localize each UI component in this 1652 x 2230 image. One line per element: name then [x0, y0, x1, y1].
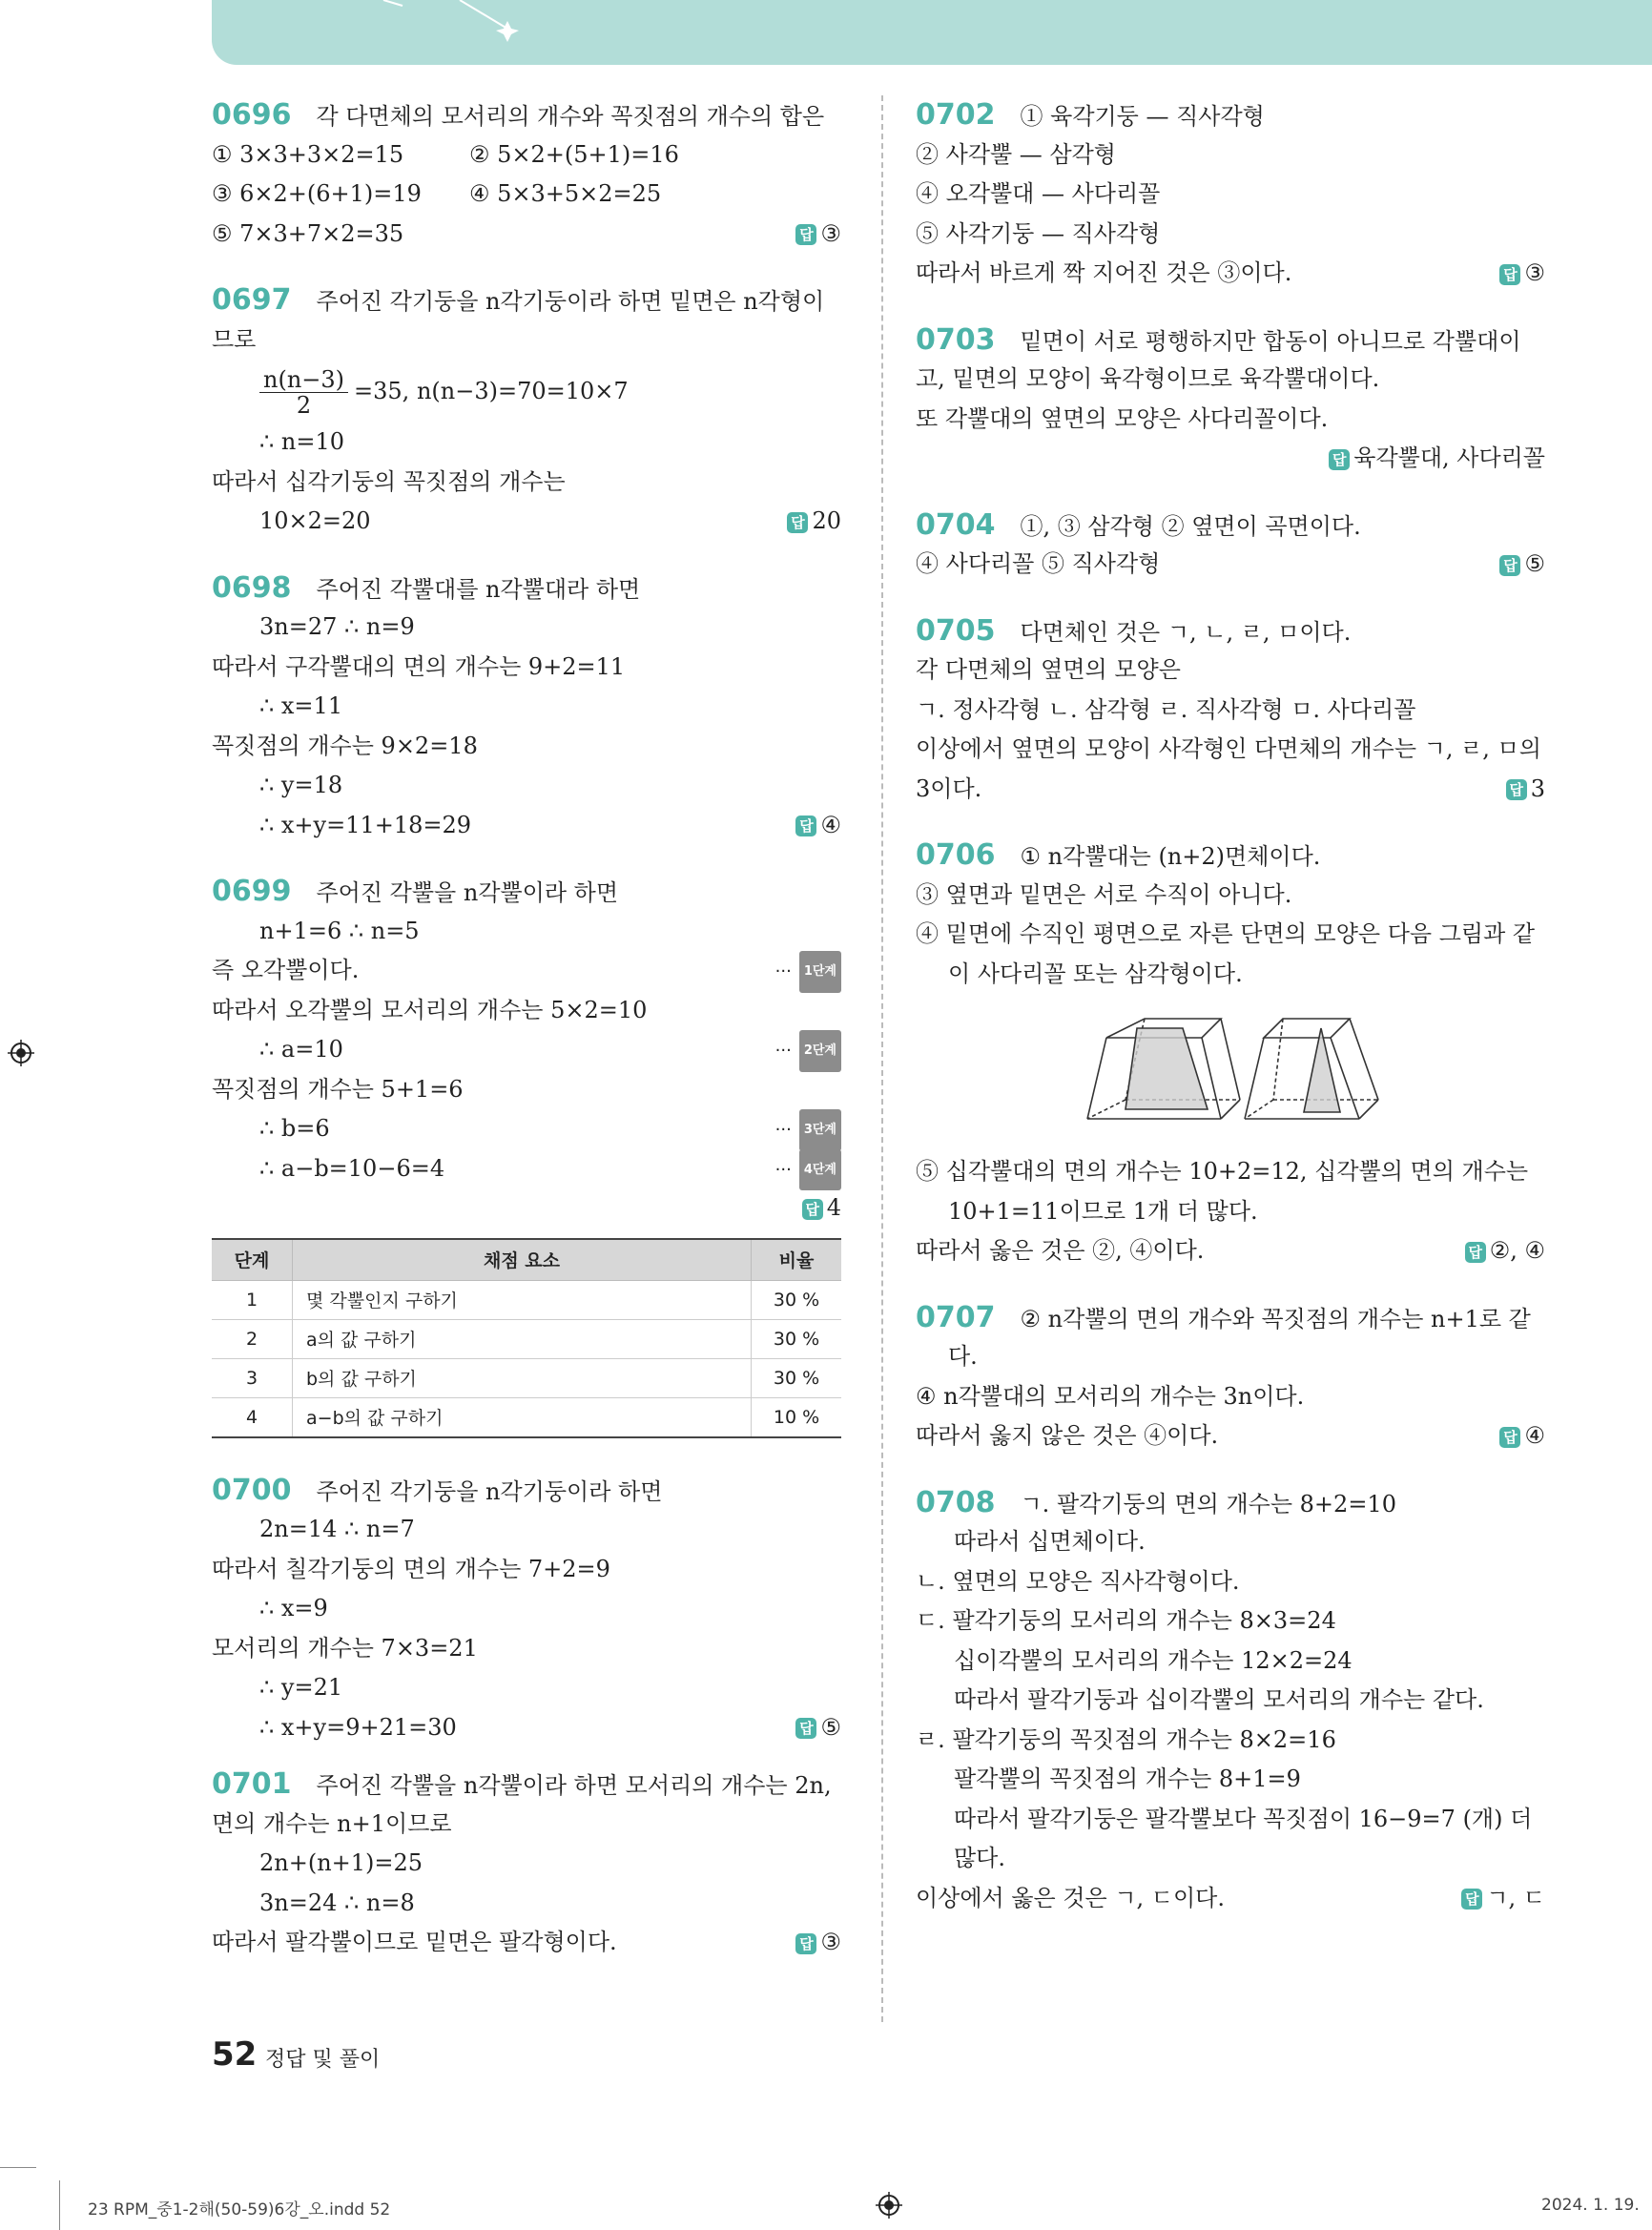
answer-value: ②, ④ [1489, 1237, 1545, 1264]
problem-0701 [212, 1765, 841, 1963]
problem-0706 [916, 836, 1545, 1271]
table-row [212, 1319, 841, 1358]
problem-number: 0699 [212, 875, 292, 908]
answer [1461, 1879, 1545, 1919]
table-cell: a의 값 구하기 [293, 1319, 752, 1358]
fraction-line [212, 360, 841, 423]
problem-0704 [916, 506, 1545, 585]
text-line: ① n각뿔대는 (n+2)면체이다. [1020, 843, 1321, 870]
answer-icon: 답 [802, 1199, 823, 1220]
table-header: 비율 [752, 1239, 842, 1281]
text-line: 따라서 오각뿔의 모서리의 개수는 5×2=10 [212, 996, 648, 1023]
table-cell: 30 % [752, 1319, 842, 1358]
dots: ··· [774, 960, 792, 981]
answer-value: 육각뿔대, 사다리꼴 [1353, 444, 1545, 471]
problem-number: 0700 [212, 1473, 292, 1507]
text-line: 주어진 각뿔을 n각뿔이라 하면 모서리의 개수는 2n, [316, 1772, 832, 1799]
answer-value: ③ [820, 1929, 841, 1955]
answer [795, 1708, 841, 1748]
text-line: 따라서 십면체이다. [954, 1528, 1146, 1555]
step-badge: 3단계 [799, 1109, 841, 1151]
step-badge: 4단계 [799, 1149, 841, 1191]
text-line: ⑤ 사각기둥 — 직사각형 [916, 219, 1161, 247]
table-row [212, 1397, 841, 1437]
problem-number: 0698 [212, 570, 292, 605]
text-line: 2n=14 ∴ n=7 [259, 1516, 415, 1542]
text-line: ㄷ. 팔각기둥의 모서리의 개수는 8×3=24 [916, 1607, 1336, 1634]
text-line: 따라서 팔각기둥은 팔각뿔보다 꼭짓점이 16−9=7 (개) 더 [954, 1805, 1533, 1832]
text-line: 다. [948, 1343, 978, 1370]
text-line: ∴ n=10 [259, 428, 345, 455]
text-line: 또 각뿔대의 옆면의 모양은 사다리꼴이다. [916, 404, 1329, 432]
table-header: 채점 요소 [293, 1239, 752, 1281]
text-line: 많다. [954, 1845, 1005, 1871]
text-line: 10+1=11이므로 1개 더 많다. [948, 1197, 1258, 1225]
answer-icon: 답 [1499, 555, 1520, 576]
text-line: ∴ x=9 [259, 1595, 328, 1621]
problem-number: 0708 [916, 1485, 996, 1519]
text-line: 주어진 각뿔대를 n각뿔대라 하면 [316, 575, 641, 603]
table-cell: 1 [212, 1280, 293, 1319]
text-line: 따라서 바르게 짝 지어진 것은 ③이다. [916, 259, 1292, 286]
scoring-table [212, 1238, 841, 1438]
text-line: =35, n(n−3)=70=10×7 [354, 378, 629, 404]
text-line: ㄴ. 옆면의 모양은 직사각형이다. [916, 1567, 1240, 1595]
answer-icon: 답 [1329, 449, 1350, 470]
dots: ··· [774, 1119, 792, 1140]
footer-file-name: 23 RPM_중1-2해(50-59)6강_오.indd 52 [88, 2200, 391, 2220]
text-line: 면의 개수는 n+1이므로 [212, 1809, 452, 1837]
dots: ··· [774, 1159, 792, 1180]
step-label [775, 1030, 841, 1072]
dots: ··· [774, 1040, 792, 1061]
text-line: ∴ b=6 [259, 1115, 330, 1142]
table-header: 단계 [212, 1239, 293, 1281]
table-cell: b의 값 구하기 [293, 1358, 752, 1397]
table-row [212, 1280, 841, 1319]
step-label [775, 1109, 841, 1151]
text-line: ① 육각기둥 — 직사각형 [1020, 103, 1265, 130]
problem-0705 [916, 611, 1545, 810]
problem-0700 [212, 1471, 841, 1748]
text-line: ⑤ 7×3+7×2=35 [212, 219, 404, 247]
answer-icon: 답 [795, 816, 816, 836]
answer-value: ④ [820, 811, 841, 838]
step-label [775, 1149, 841, 1191]
text-line: 팔각뿔의 꼭짓점의 개수는 8+1=9 [954, 1765, 1301, 1792]
text-line: 따라서 팔각뿔이므로 밑면은 팔각형이다. [212, 1929, 617, 1955]
text-line: 므로 [212, 325, 257, 353]
answer [1499, 1416, 1545, 1456]
answer [795, 806, 841, 846]
answer-icon: 답 [795, 1933, 816, 1954]
answer [787, 502, 841, 542]
answer-icon: 답 [1506, 779, 1527, 800]
text-line: 각 다면체의 옆면의 모양은 [916, 656, 1181, 683]
footer-date: 2024. 1. 19. [1541, 2196, 1640, 2215]
text-line: 주어진 각기둥을 n각기둥이라 하면 밑면은 n각형이 [316, 288, 825, 315]
text-line: 다면체인 것은 ㄱ, ㄴ, ㄹ, ㅁ이다. [1020, 618, 1352, 646]
fraction-denominator: 2 [296, 392, 312, 419]
answer-icon: 답 [795, 1718, 816, 1739]
column-divider [881, 95, 883, 2022]
table-row [212, 1358, 841, 1397]
answer-value: ⑤ [820, 1713, 841, 1741]
problem-0698 [212, 568, 841, 846]
text-line: 즉 오각뿔이다. [212, 957, 360, 983]
frustum-figures [916, 1000, 1545, 1143]
text-line: ① 3×3+3×2=15 [212, 140, 404, 168]
text-line: ㄱ. 팔각기둥의 면의 개수는 8+2=10 [1020, 1490, 1396, 1518]
text-line: ④ n각뿔대의 모서리의 개수는 3n이다. [916, 1382, 1305, 1410]
right-column [916, 95, 1545, 1918]
fraction-numerator: n(n−3) [259, 367, 348, 393]
text-line: ④ 오각뿔대 — 사다리꼴 [916, 180, 1161, 207]
problem-number: 0702 [916, 98, 996, 132]
answer [802, 1188, 841, 1229]
text-line: 밑면이 서로 평행하지만 합동이 아니므로 각뿔대이 [1020, 327, 1521, 355]
text-line: ② n각뿔의 면의 개수와 꼭짓점의 개수는 n+1로 같 [1020, 1305, 1531, 1332]
problem-number: 0701 [212, 1767, 292, 1801]
text-line: ∴ y=21 [259, 1674, 343, 1701]
answer-value: ㄱ, ㄷ [1486, 1884, 1545, 1911]
text-line: ∴ x+y=9+21=30 [259, 1713, 457, 1741]
text-line: ①, ③ 삼각형 ② 옆면이 곡면이다. [1020, 512, 1361, 540]
answer [795, 1923, 841, 1963]
left-column [212, 95, 841, 1963]
text-line: ② 5×2+(5+1)=16 [469, 140, 679, 168]
text-line: 따라서 팔각기둥과 십이각뿔의 모서리의 개수는 같다. [954, 1686, 1484, 1713]
text-line: ④ 밑면에 수직인 평면으로 자른 단면의 모양은 다음 그림과 같 [916, 920, 1536, 947]
answer-value: 3 [1530, 774, 1545, 802]
answer-value: 20 [812, 507, 841, 534]
text-line: 따라서 옳은 것은 ②, ④이다. [916, 1237, 1205, 1264]
text-line: ③ 옆면과 밑면은 서로 수직이 아니다. [916, 880, 1292, 908]
answer-icon: 답 [1465, 1242, 1486, 1263]
registration-mark-icon [876, 2192, 902, 2219]
answer-value: ③ [1524, 259, 1545, 286]
problem-0708 [916, 1483, 1545, 1919]
text-line: 주어진 각뿔을 n각뿔이라 하면 [316, 879, 619, 906]
answer-value: ⑤ [1524, 550, 1545, 577]
table-cell: 3 [212, 1358, 293, 1397]
answer-icon: 답 [1461, 1889, 1482, 1910]
text-line: ∴ a=10 [259, 1036, 343, 1063]
registration-mark-icon [8, 1040, 34, 1066]
problem-number: 0705 [916, 613, 996, 648]
text-line: 따라서 구각뿔대의 면의 개수는 9+2=11 [212, 652, 626, 680]
answer [1329, 439, 1545, 479]
star-decoration-icon [374, 0, 622, 65]
table-cell: 4 [212, 1397, 293, 1437]
answer [795, 215, 841, 255]
answer [1499, 254, 1545, 294]
text-line: 이상에서 옆면의 모양이 사각형인 다면체의 개수는 ㄱ, ㄹ, ㅁ의 [916, 735, 1541, 762]
crop-mark [59, 2180, 60, 2230]
text-line: 따라서 칠각기둥의 면의 개수는 7+2=9 [212, 1555, 610, 1582]
text-line: 3n=24 ∴ n=8 [259, 1889, 415, 1916]
text-line: 3n=27 ∴ n=9 [259, 613, 415, 640]
answer-value: ③ [820, 219, 841, 247]
text-line: ∴ x+y=11+18=29 [259, 811, 472, 838]
table-cell: 10 % [752, 1397, 842, 1437]
text-line: 따라서 십각기둥의 꼭짓점의 개수는 [212, 467, 566, 495]
text-line: ④ 5×3+5×2=25 [469, 180, 662, 207]
text-line: ② 사각뿔 — 삼각형 [916, 140, 1116, 168]
text-line: ⑤ 십각뿔대의 면의 개수는 10+2=12, 십각뿔의 면의 개수는 [916, 1158, 1529, 1185]
text-line: 모서리의 개수는 7×3=21 [212, 1634, 478, 1662]
text-line: 이 사다리꼴 또는 삼각형이다. [948, 960, 1243, 987]
step-label [775, 951, 841, 993]
table-cell: 30 % [752, 1358, 842, 1397]
text-line: ㄹ. 팔각기둥의 꼭짓점의 개수는 8×2=16 [916, 1725, 1336, 1753]
text-line: ∴ a−b=10−6=4 [259, 1154, 445, 1182]
top-banner [212, 0, 1652, 65]
problem-number: 0697 [212, 283, 292, 317]
answer [1506, 770, 1545, 810]
text-line: ∴ y=18 [259, 772, 343, 798]
text-line: ③ 6×2+(6+1)=19 [212, 180, 422, 207]
problem-0703 [916, 320, 1545, 479]
table-cell: 2 [212, 1319, 293, 1358]
problem-number: 0707 [916, 1300, 996, 1334]
answer-value: ④ [1524, 1422, 1545, 1449]
step-badge: 2단계 [799, 1030, 841, 1072]
table-cell: 몇 각뿔인지 구하기 [293, 1280, 752, 1319]
answer-icon: 답 [787, 512, 808, 533]
problem-number: 0696 [212, 98, 292, 132]
text-line: 이상에서 옳은 것은 ㄱ, ㄷ이다. [916, 1884, 1225, 1911]
text-line: 고, 밑면의 모양이 육각형이므로 육각뿔대이다. [916, 365, 1380, 392]
text-line: 따라서 옳지 않은 것은 ④이다. [916, 1422, 1219, 1449]
answer-icon: 답 [1499, 264, 1520, 285]
answer-icon: 답 [795, 224, 816, 245]
text-line: 10×2=20 [259, 507, 371, 534]
problem-number: 0704 [916, 507, 996, 542]
text-line: 꼭짓점의 개수는 5+1=6 [212, 1075, 464, 1103]
answer [1465, 1231, 1545, 1271]
fraction [259, 367, 348, 418]
answer-value: 4 [826, 1194, 841, 1221]
text-line: ㄱ. 정사각형 ㄴ. 삼각형 ㄹ. 직사각형 ㅁ. 사다리꼴 [916, 695, 1416, 723]
problem-0697 [212, 280, 841, 542]
text-line: 3이다. [916, 774, 982, 802]
problem-number: 0703 [916, 322, 996, 357]
text-line: 꼭짓점의 개수는 9×2=18 [212, 732, 478, 759]
text-line: 각 다면체의 모서리의 개수와 꼭짓점의 개수의 합은 [316, 103, 825, 130]
frustum-cross-section-diagram [916, 1000, 1545, 1143]
table-cell: a−b의 값 구하기 [293, 1397, 752, 1437]
text-line: ∴ x=11 [259, 692, 343, 719]
problem-number: 0706 [916, 838, 996, 872]
page-number: 52 [212, 2035, 258, 2074]
answer-icon: 답 [1499, 1427, 1520, 1448]
problem-0699 [212, 872, 841, 1438]
text-line: ④ 사다리꼴 ⑤ 직사각형 [916, 550, 1161, 577]
table-cell: 30 % [752, 1280, 842, 1319]
crop-mark [0, 2167, 36, 2168]
text-line: 십이각뿔의 모서리의 개수는 12×2=24 [954, 1646, 1353, 1674]
problem-0696 [212, 95, 841, 254]
text-line: 주어진 각기둥을 n각기둥이라 하면 [316, 1477, 663, 1505]
problem-0702 [916, 95, 1545, 294]
page-title: 정답 및 풀이 [265, 2048, 381, 2072]
step-badge: 1단계 [799, 951, 841, 993]
problem-0707 [916, 1298, 1545, 1456]
text-line: 2n+(n+1)=25 [259, 1849, 423, 1876]
text-line: n+1=6 ∴ n=5 [259, 917, 420, 944]
answer [1499, 545, 1545, 585]
